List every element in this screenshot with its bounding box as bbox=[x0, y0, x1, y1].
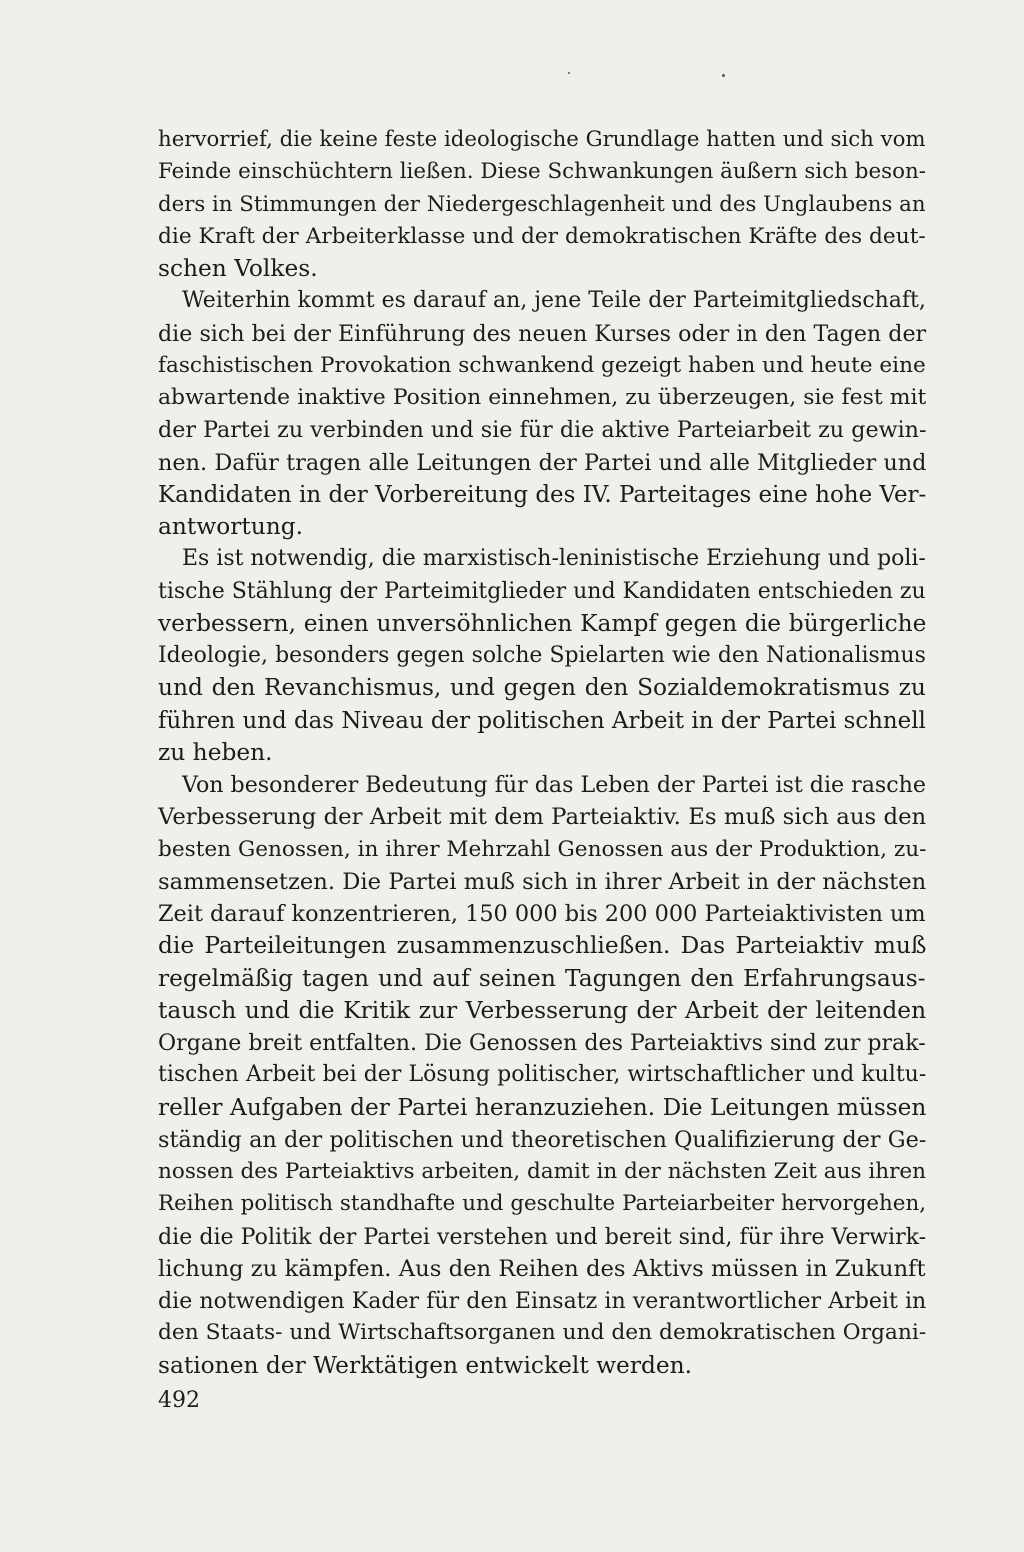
text-line: den Staats- und Wirtschaftsorganen und den demokratischen Organi- bbox=[158, 1320, 927, 1346]
text-line: lichung zu kämpfen. Aus den Reihen des Aktivs müssen in Zukunft bbox=[158, 1255, 926, 1282]
text-line: nen. Dafür tragen alle Leitungen der Partei und alle Mitglieder und bbox=[158, 449, 927, 476]
text-line: Zeit darauf konzentrieren, 150 000 bis 200 000 Parteiaktivisten um bbox=[158, 901, 926, 927]
text-line: verbessern, einen unversöhnlichen Kampf gegen die bürgerliche bbox=[158, 609, 927, 637]
text-line: tischen Arbeit bei der Lösung politischer, wirtschaftlicher und kultu- bbox=[158, 1062, 927, 1088]
text-line: ständig an der politischen und theoretischen Qualifizierung der Ge- bbox=[158, 1126, 927, 1153]
text-line: sationen der Werktätigen entwickelt werden. bbox=[158, 1351, 693, 1379]
text-line: zu heben. bbox=[158, 738, 273, 766]
text-line: Kandidaten in der Vorbereitung des IV. Parteitages eine hohe Ver- bbox=[158, 481, 927, 508]
text-line: der Partei zu verbinden und sie für die aktive Parteiarbeit zu gewin- bbox=[158, 417, 927, 444]
text-line: besten Genossen, in ihrer Mehrzahl Genossen aus der Produktion, zu- bbox=[158, 836, 927, 862]
text-line: ders in Stimmungen der Niedergeschlagenheit und des Unglaubens an bbox=[158, 191, 926, 217]
paragraph bbox=[158, 285, 926, 543]
text-line: Von besonderer Bedeutung für das Leben der Partei ist die rasche bbox=[182, 772, 927, 798]
text-line: führen und das Niveau der politischen Arbeit in der Partei schnell bbox=[158, 707, 926, 734]
text-line: antwortung. bbox=[158, 513, 304, 540]
scan-speck bbox=[568, 72, 570, 74]
page-number: 492 bbox=[158, 1388, 200, 1413]
text-line: sammensetzen. Die Partei muß sich in ihrer Arbeit in der nächsten bbox=[158, 868, 927, 895]
text-line: die Parteileitungen zusammenzuschließen. Das Parteiaktiv muß bbox=[158, 932, 927, 960]
paragraph bbox=[158, 769, 926, 1382]
text-line: abwartende inaktive Position einnehmen, zu überzeugen, sie fest mit bbox=[158, 385, 927, 410]
paragraph bbox=[158, 543, 926, 769]
text-line: tausch und die Kritik zur Verbesserung der Arbeit der leitenden bbox=[158, 996, 927, 1024]
paragraph bbox=[158, 124, 926, 285]
text-line: die Kraft der Arbeiterklasse und der demokratischen Kräfte des deut- bbox=[158, 223, 926, 249]
text-line: die sich bei der Einführung des neuen Kurses oder in den Tagen der bbox=[158, 320, 927, 347]
text-line: Verbesserung der Arbeit mit dem Parteiaktiv. Es muß sich aus den bbox=[158, 804, 927, 831]
text-line: Es ist notwendig, die marxistisch-leninistische Erziehung und poli- bbox=[182, 546, 926, 572]
text-line: nossen des Parteiaktivs arbeiten, damit in der nächsten Zeit aus ihren bbox=[158, 1159, 927, 1184]
text-line: und den Revanchismus, und gegen den Sozialdemokratismus zu bbox=[158, 674, 926, 702]
text-line: schen Volkes. bbox=[158, 255, 318, 282]
text-line: Ideologie, besonders gegen solche Spielarten wie den Nationalismus bbox=[158, 643, 926, 668]
text-line: reller Aufgaben der Partei heranzuziehen. Die Leitungen müssen bbox=[158, 1093, 927, 1121]
text-line: Reihen politisch standhafte und geschulte Parteiarbeiter hervorgehen, bbox=[158, 1191, 926, 1217]
text-line: faschistischen Provokation schwankend gezeigt haben und heute eine bbox=[158, 352, 926, 378]
text-line: Feinde einschüchtern ließen. Diese Schwankungen äußern sich beson- bbox=[158, 159, 927, 185]
body-text bbox=[158, 124, 926, 1382]
scan-speck bbox=[722, 74, 725, 77]
text-line: Weiterhin kommt es darauf an, jene Teile der Parteimitgliedschaft, bbox=[182, 288, 926, 314]
text-line: hervorrief, die keine feste ideologische Grundlage hatten und sich vom bbox=[158, 127, 926, 152]
text-line: die die Politik der Partei verstehen und bereit sind, für ihre Verwirk- bbox=[158, 1223, 927, 1250]
text-line: tische Stählung der Parteimitglieder und Kandidaten entschieden zu bbox=[158, 578, 926, 604]
text-line: regelmäßig tagen und auf seinen Tagungen den Erfahrungsaus- bbox=[158, 964, 926, 992]
text-line: Organe breit entfalten. Die Genossen des Parteiaktivs sind zur prak- bbox=[158, 1030, 926, 1056]
text-line: die notwendigen Kader für den Einsatz in verantwortlicher Arbeit in bbox=[158, 1288, 927, 1314]
